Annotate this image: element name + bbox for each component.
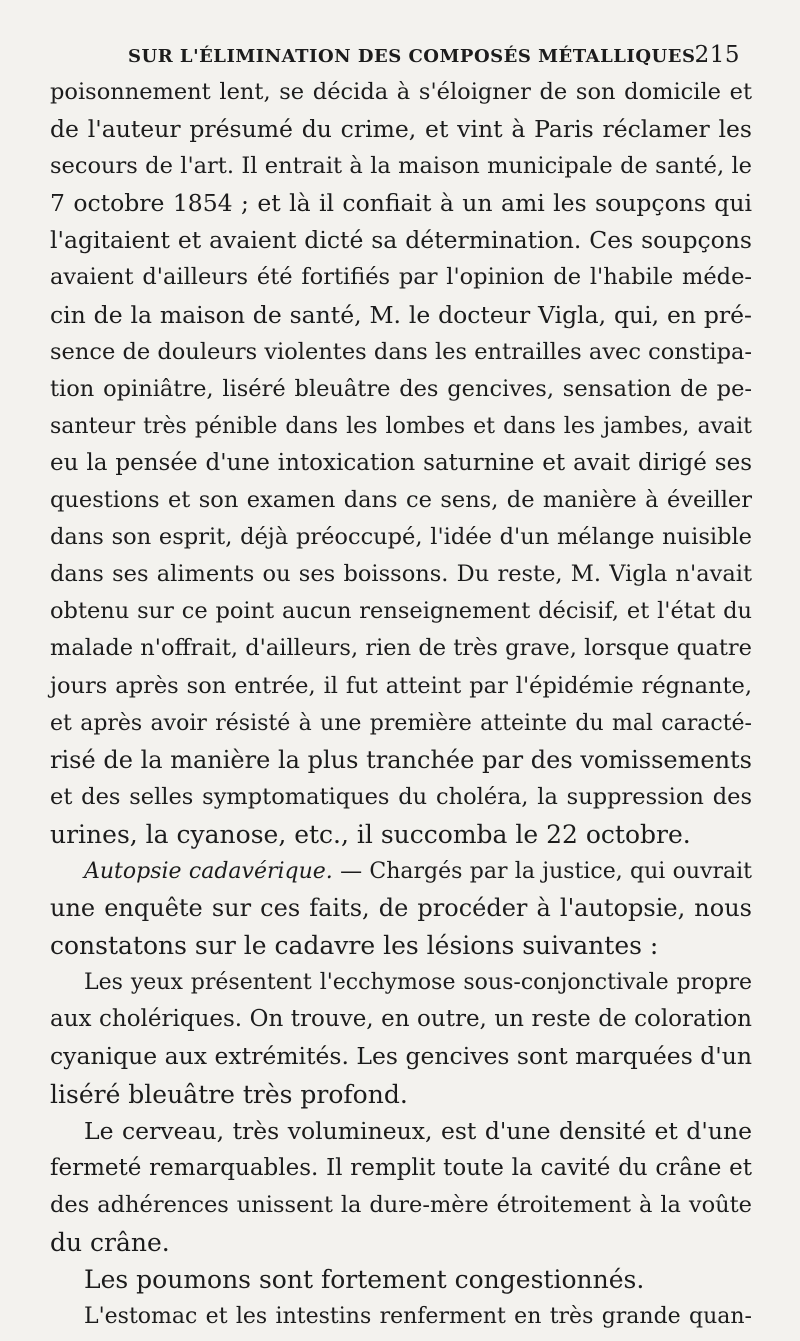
text-line: Les yeux présentent l'ecchymose sous-conjonctivale propre bbox=[84, 970, 752, 996]
text-line: questions et son examen dans ce sens, de manière à éveiller bbox=[50, 487, 752, 514]
text-line: cin de la maison de santé, M. le docteur Vigla, qui, en pré- bbox=[50, 300, 752, 329]
text-line: secours de l'art. Il entrait à la maison municipale de santé, le bbox=[50, 153, 752, 180]
text-line: et après avoir résisté à une première atteinte du mal caracté- bbox=[50, 710, 752, 736]
text-line: malade n'offrait, d'ailleurs, rien de très grave, lorsque quatre bbox=[50, 635, 752, 662]
text-line: fermeté remarquables. Il remplit toute la cavité du crâne et bbox=[50, 1154, 752, 1181]
text-line: dans ses aliments ou ses boissons. Du reste, M. Vigla n'avait bbox=[50, 561, 752, 588]
text-line: poisonnement lent, se décida à s'éloigner de son domicile et bbox=[50, 79, 752, 105]
text-line: des adhérences unissent la dure-mère étroitement à la voûte bbox=[50, 1191, 752, 1218]
text-line: avaient d'ailleurs été fortifiés par l'opinion de l'habile méde- bbox=[50, 264, 752, 291]
text-line: jours après son entrée, il fut atteint par l'épidémie régnante, bbox=[50, 672, 752, 699]
section-lead-rest: — Chargés par la justice, qui ouvrait bbox=[332, 858, 753, 884]
running-head bbox=[50, 34, 752, 74]
text-line: liséré bleuâtre très profond. bbox=[50, 1079, 408, 1109]
text-line: Le cerveau, très volumineux, est d'une densité et d'une bbox=[84, 1116, 752, 1145]
text-line: de l'auteur présumé du crime, et vint à Paris réclamer les bbox=[50, 115, 752, 144]
text-line: obtenu sur ce point aucun renseignement décisif, et l'état du bbox=[50, 598, 752, 625]
text-line: cyanique aux extrémités. Les gencives sont marquées d'un bbox=[50, 1042, 753, 1071]
text-line: santeur très pénible dans les lombes et dans les jambes, avait bbox=[50, 413, 752, 439]
text-line: dans son esprit, déjà préoccupé, l'idée d'un mélange nuisible bbox=[50, 524, 752, 551]
text-line: L'estomac et les intestins renferment en très grande quan- bbox=[84, 1304, 752, 1330]
text-line: tion opiniâtre, liséré bleuâtre des gencives, sensation de pe- bbox=[50, 375, 752, 402]
text-line: une enquête sur ces faits, de procéder à l'autopsie, nous bbox=[50, 894, 752, 923]
text-line: 7 octobre 1854 ; et là il confiait à un ami les soupçons qui bbox=[50, 189, 752, 218]
text-line: l'agitaient et avaient dicté sa détermination. Ces soupçons bbox=[50, 226, 752, 255]
text-line: Les poumons sont fortement congestionnés. bbox=[84, 1265, 645, 1294]
text-line: aux cholériques. On trouve, en outre, un reste de coloration bbox=[50, 1006, 752, 1033]
body-text bbox=[50, 74, 752, 1335]
text-line: eu la pensée d'une intoxication saturnine et avait dirigé ses bbox=[50, 449, 752, 476]
section-lead-italic: Autopsie cadavérique. bbox=[84, 858, 333, 884]
text-line: risé de la manière la plus tranchée par des vomissements bbox=[50, 745, 752, 774]
running-title: SUR L'ÉLIMINATION DES COMPOSÉS MÉTALLIQUES. bbox=[128, 46, 702, 67]
page-number: 215 bbox=[694, 42, 740, 68]
text-line: et des selles symptomatiques du choléra, la suppression des bbox=[50, 783, 752, 810]
text-line: urines, la cyanose, etc., il succomba le 22 octobre. bbox=[50, 819, 691, 849]
text-line: constatons sur le cadavre les lésions suivantes : bbox=[50, 931, 659, 961]
text-line bbox=[50, 853, 752, 890]
text-line: sence de douleurs violentes dans les entrailles avec constipa- bbox=[50, 338, 752, 365]
text-line: du crâne. bbox=[50, 1227, 170, 1257]
